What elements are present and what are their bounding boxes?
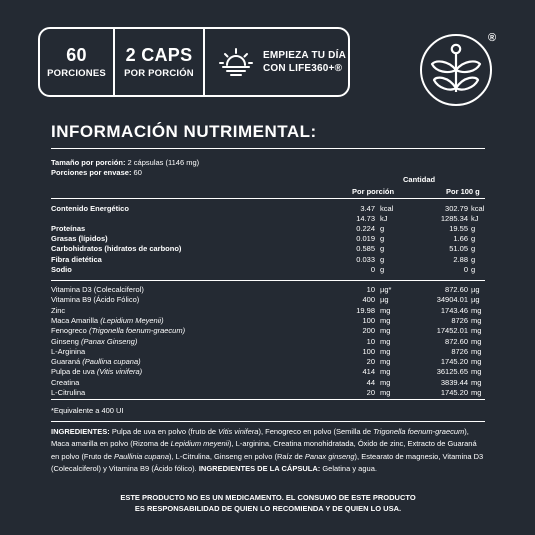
- ingredient-row-per-serving-unit: mg: [380, 377, 391, 387]
- ingredients-paragraph: [51, 426, 485, 476]
- ingredient-row-per-100g-value: 36125.65: [436, 367, 468, 377]
- per-serving-header: Por porción: [352, 187, 395, 196]
- ingredients-italic-5: Panax ginseng: [304, 451, 355, 461]
- ingredient-row-per-serving-unit: µg: [380, 295, 389, 305]
- servings-per-container-label: Porciones por envase:: [51, 168, 132, 177]
- ingredient-row-per-100g-unit: mg: [471, 367, 482, 377]
- ingredient-row-per-100g-value: 17452.01: [436, 326, 468, 336]
- servings-label: PORCIONES: [47, 68, 106, 79]
- ingredient-row-per-100g-value: 8726: [451, 315, 468, 325]
- ingredient-row-per-100g-unit: mg: [471, 315, 482, 325]
- ingredient-row-per-serving-unit: mg: [380, 305, 391, 315]
- header-divider: [51, 198, 485, 199]
- footnote: *Equivalente a 400 UI: [51, 406, 124, 415]
- ingredient-row-per-serving-unit: mg: [380, 336, 391, 346]
- ingredient-row-label-text: Maca Amarilla: [51, 315, 99, 325]
- table-divider: [51, 399, 485, 400]
- ingredient-row-label-text: Fenogreco: [51, 326, 87, 336]
- ingredient-row-label: Vitamina D3 (Colecalciferol): [51, 285, 144, 294]
- ingredients-text-1: Pulpa de uva en polvo (fruto de: [109, 427, 219, 436]
- disclaimer-line2: ES RESPONSABILIDAD DE QUIEN LO RECOMIENDA Y DE QUIEN LO USA.: [134, 504, 402, 513]
- ingredient-row-label: L-Arginina: [51, 346, 86, 356]
- ingredient-row-per-100g-value: 1745.20: [440, 388, 468, 397]
- page-title: INFORMACIÓN NUTRIMENTAL:: [51, 122, 317, 141]
- ingredient-row-per-serving-unit: mg: [380, 346, 391, 356]
- ingredients-text-5: ), L-Citrulina, Ginseng en polvo (Raíz de: [169, 451, 305, 461]
- ingredients-italic-4: Paullinia cupana: [113, 451, 169, 461]
- ingredient-row-label-text: Pulpa de uva: [51, 367, 95, 377]
- ingredient-row-per-serving-value: 400: [362, 295, 375, 305]
- tagline-line2: CON LIFE360+®: [263, 63, 343, 74]
- macro-row-per-100g-unit: g: [471, 224, 476, 233]
- energy-kj-unit: kJ: [380, 214, 388, 223]
- ingredient-row-per-serving-value: 100: [362, 346, 375, 356]
- macro-row-per-100g-unit: g: [471, 234, 476, 244]
- ingredient-row-label-text: Ginseng: [51, 336, 79, 346]
- macro-row-per-serving-unit: g: [380, 264, 385, 274]
- ingredient-row-per-serving-value: 44: [366, 377, 375, 387]
- energy-kcal-unit: kcal: [380, 204, 394, 213]
- macro-row-per-100g-value: 1.66: [453, 234, 468, 244]
- ingredient-row-label-scientific: (Lepidium Meyenii): [100, 315, 164, 325]
- tagline: [263, 49, 346, 75]
- ingredients-italic-2: Trigonella foenum-graecum: [373, 427, 465, 436]
- title-divider: [51, 148, 485, 149]
- ingredient-row-per-serving-unit: mg: [380, 388, 391, 397]
- ingredient-row-per-100g-value: 1745.20: [440, 357, 468, 367]
- macro-row-per-serving-unit: g: [380, 224, 385, 233]
- ingredient-row-per-100g-value: 872.60: [445, 336, 468, 346]
- ingredient-row-label: [51, 326, 185, 336]
- ingredient-row-label-scientific: (Panax Ginseng): [81, 336, 138, 346]
- caps-badge: [115, 29, 205, 95]
- macro-row-per-100g-unit: g: [471, 264, 476, 274]
- tagline-line1: EMPIEZA TU DÍA: [263, 50, 346, 61]
- ingredient-row-per-100g-value: 872.60: [445, 285, 468, 294]
- ingredient-row-per-serving-value: 10: [366, 285, 375, 294]
- ingredient-row-per-100g-unit: mg: [471, 377, 482, 387]
- ingredient-row-label: [51, 357, 141, 367]
- energy-kj-serving: 14.73: [356, 214, 375, 223]
- macro-row-per-serving-unit: g: [380, 234, 385, 244]
- ingredient-row-per-serving-unit: mg: [380, 326, 391, 336]
- ingredients-text-6: ), Estearato de magnesio, Vitamina D3 (Colecalciferol) y Vitamina B9 (Ácido fólico).: [51, 451, 484, 474]
- ingredients-text-3: ), Maca amarilla en polvo (Rizoma de: [51, 427, 469, 449]
- brand-logo: [420, 34, 492, 106]
- caps-label: POR PORCIÓN: [124, 68, 194, 79]
- ingredient-row-label-text: Guaraná: [51, 357, 81, 367]
- macro-row-per-100g-unit: g: [471, 244, 476, 254]
- macro-row-per-serving-unit: g: [380, 244, 385, 254]
- macro-row-label: Grasas (lípidos): [51, 234, 108, 244]
- energy-kj-unit-100: kJ: [471, 214, 479, 223]
- ingredients-text-4: ), L-arginina, Creatina monohidratada, Óxido de zinc, Extracto de Guaraná en polvo (Fruto de: [51, 439, 477, 461]
- macro-row-per-serving-value: 0.019: [356, 234, 375, 244]
- ingredient-row-label: L-Citrulina: [51, 388, 86, 397]
- macro-row-per-serving-value: 0.224: [356, 224, 375, 233]
- ingredient-row-per-100g-unit: mg: [471, 326, 482, 336]
- footnote-divider: [51, 421, 485, 422]
- ingredient-row-label: [51, 337, 137, 347]
- registered-mark: ®: [488, 32, 497, 44]
- macro-row-per-100g-value: 51.05: [449, 244, 468, 254]
- ingredient-row-per-serving-unit: mg: [380, 357, 391, 367]
- amount-header: Cantidad: [403, 175, 436, 184]
- energy-kcal-unit-100: kcal: [471, 204, 485, 213]
- macro-row-per-100g-value: 2.88: [453, 254, 468, 264]
- leaf-sprout-logo-icon: [422, 36, 490, 104]
- ingredient-row-per-serving-unit: mg: [380, 315, 391, 325]
- ingredient-row-per-100g-value: 1743.46: [440, 305, 468, 315]
- ingredient-row-label: Zinc: [51, 305, 66, 315]
- ingredient-row-per-serving-value: 414: [362, 367, 375, 377]
- tagline-badge: [205, 29, 348, 95]
- energy-kj-100: 1285.34: [440, 214, 468, 223]
- capsule-ingredients-text: Gelatina y agua.: [320, 464, 377, 474]
- ingredient-row-per-serving-value: 200: [362, 326, 375, 336]
- sunrise-icon: [219, 47, 253, 77]
- ingredient-row-per-serving-value: 10: [366, 336, 375, 346]
- serving-badges: [38, 27, 350, 97]
- serving-size-label: Tamaño por porción:: [51, 158, 126, 167]
- macro-row-per-100g-value: 0: [463, 264, 468, 274]
- energy-kcal-100: 302.79: [445, 204, 468, 213]
- macro-row-per-100g-value: 19.55: [449, 224, 468, 233]
- ingredient-row-per-100g-unit: mg: [471, 388, 482, 397]
- macro-row-per-serving-value: 0.585: [356, 244, 375, 254]
- capsule-ingredients-label: INGREDIENTES DE LA CÁPSULA:: [198, 464, 321, 474]
- servings-per-container: [51, 168, 142, 178]
- macro-row-label: Carbohidratos (hidratos de carbono): [51, 244, 182, 254]
- ingredients-text-2: ), Fenogreco en polvo (Semilla de: [258, 427, 374, 436]
- ingredient-row-per-100g-unit: mg: [471, 305, 482, 315]
- serving-size-value: 2 cápsulas (1146 mg): [127, 158, 200, 167]
- servings-per-container-value: 60: [133, 168, 142, 177]
- ingredient-row-label: Creatina: [51, 377, 80, 387]
- macro-row-label: Proteínas: [51, 224, 86, 233]
- ingredients-label: INGREDIENTES:: [51, 427, 110, 436]
- ingredient-row-per-100g-unit: µg: [471, 295, 480, 305]
- macro-row-per-serving-value: 0.033: [356, 254, 375, 264]
- serving-size: [51, 158, 199, 168]
- energy-label: Contenido Energético: [51, 204, 129, 213]
- ingredient-row-per-serving-value: 20: [366, 388, 375, 397]
- ingredient-row-per-100g-unit: µg: [471, 285, 480, 294]
- ingredient-row-per-100g-unit: mg: [471, 346, 482, 356]
- macro-row-per-serving-unit: g: [380, 254, 385, 264]
- per-100g-header: Por 100 g: [446, 187, 480, 196]
- macro-row-label: Fibra dietética: [51, 254, 102, 264]
- disclaimer-line1: ESTE PRODUCTO NO ES UN MEDICAMENTO. EL CONSUMO DE ESTE PRODUCTO: [120, 493, 416, 502]
- ingredients-italic-1: Vitis vinifera: [218, 427, 259, 436]
- ingredient-row-label: [51, 367, 142, 377]
- ingredient-row-per-serving-value: 20: [366, 357, 375, 367]
- energy-kcal-serving: 3.47: [360, 204, 375, 213]
- ingredient-row-per-serving-value: 100: [362, 315, 375, 325]
- macro-row-per-serving-value: 0: [370, 264, 375, 274]
- ingredient-row-label-scientific: (Vitis vinifera): [96, 367, 143, 377]
- ingredient-row-per-100g-value: 8726: [451, 346, 468, 356]
- ingredient-row-label: Vitamina B9 (Ácido Fólico): [51, 295, 140, 305]
- ingredient-row-label-scientific: (Paullina cupana): [82, 357, 141, 367]
- ingredient-row-per-serving-unit: mg: [380, 367, 391, 377]
- ingredient-row-per-100g-unit: mg: [471, 336, 482, 346]
- servings-badge: [40, 29, 115, 95]
- ingredient-row-label-scientific: (Trigonella foenum-graecum): [88, 326, 186, 336]
- ingredient-row-per-100g-value: 3839.44: [440, 377, 468, 387]
- ingredient-row-per-100g-unit: mg: [471, 357, 482, 367]
- ingredients-italic-3: Lepidium meyenii: [170, 439, 230, 449]
- servings-count: 60: [66, 45, 87, 65]
- macro-row-per-100g-unit: g: [471, 254, 476, 264]
- disclaimer: [51, 492, 485, 514]
- ingredient-row-per-serving-value: 19.98: [356, 305, 375, 315]
- ingredient-row-label: [51, 316, 164, 326]
- macro-row-label: Sodio: [51, 264, 72, 274]
- macro-divider: [51, 280, 485, 281]
- ingredient-row-per-100g-value: 34904.01: [436, 295, 468, 305]
- caps-count: 2 CAPS: [125, 45, 193, 65]
- ingredient-row-per-serving-unit: µg*: [380, 285, 392, 294]
